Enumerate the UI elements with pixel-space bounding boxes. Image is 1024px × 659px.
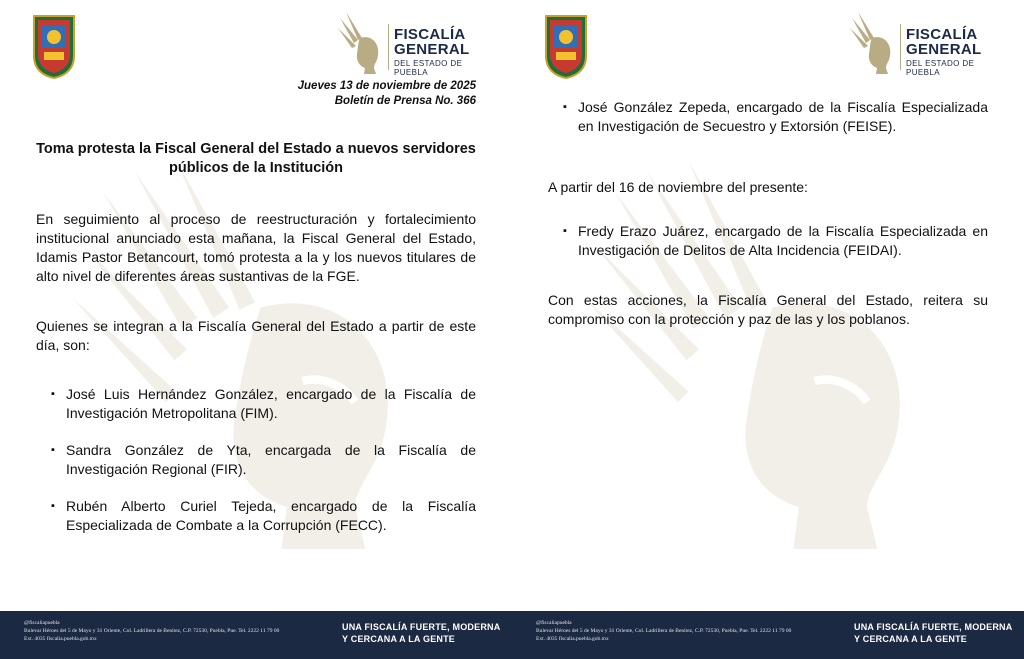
paragraph-intro: En seguimiento al proceso de reestructuración y fortalecimiento institucional anunciado esta mañana, la Fiscal General del Estado, Idamis Pastor Betancourt, tomó protesta a la y los nuevos titulares de alto nivel de diferentes áreas sustantivas de la FGE. [36,211,476,284]
page-right [512,0,1024,659]
bulletin-number: Boletín de Prensa No. 366 [334,95,476,107]
footer-address: Bulevar Héroes del 5 de Mayo y 31 Oriente, Col. Ladrillera de Benitez, C.P. 72530, Puebla, Pue. Tel. 2222 11 79 00 Ext. 4035 fiscalia.puebla.gob.mx [536,628,792,642]
release-date: Jueves 13 de noviembre de 2025 [297,80,476,92]
footer-social-handle: @fiscaliapuebla [536,620,572,626]
slogan-line-2: Y CERCANA A LA GENTE [342,634,456,644]
logo-text-estado: DEL ESTADO DE PUEBLA [906,59,975,77]
list-item: ▪ José Luis Hernández González, encargado de la Fiscalía de Investigación Metropolitana (FIM). [66,385,476,423]
footer-slogan [342,621,500,645]
press-title: Toma protesta la Fiscal General del Estado a nuevos servidores públicos de la Institución [36,141,476,176]
logo-text-estado: DEL ESTADO DE PUEBLA [394,59,463,77]
logo-divider [388,24,389,70]
list-item: ▪ Sandra González de Yta, encargada de la Fiscalía de Investigación Regional (FIR). [66,441,476,479]
logo-text-general: GENERAL [906,41,982,58]
footer-contact [536,619,796,643]
list-item: ▪ José González Zepeda, encargado de la Fiscalía Especializada en Investigación de Secuestro y Extorsión (FEISE). [578,98,988,136]
footer-contact [24,619,284,643]
list-item: ▪ Fredy Erazo Juárez, encargado de la Fiscalía Especializada en Investigación de Delitos de Alta Incidencia (FEIDAI). [578,222,988,260]
paragraph-closing: Con estas acciones, la Fiscalía General del Estado, reitera su compromiso con la protección y paz de las y los poblanos. [548,292,988,327]
paragraph-list-intro: Quienes se integran a la Fiscalía General del Estado a partir de este día, son: [36,318,476,353]
list-item: ▪ Rubén Alberto Curiel Tejeda, encargado de la Fiscalía Especializada de Combate a la Corrupción (FECC). [66,497,476,535]
fiscalia-eagle-icon [848,10,898,76]
slogan-line-1: UNA FISCALÍA FUERTE, MODERNA [854,622,1013,632]
footer-slogan [854,621,1012,645]
puebla-state-crest-icon [30,12,78,80]
footer-bar [0,611,512,659]
slogan-line-2: Y CERCANA A LA GENTE [854,634,968,644]
footer-address: Bulevar Héroes del 5 de Mayo y 31 Oriente, Col. Ladrillera de Benitez, C.P. 72530, Puebla, Pue. Tel. 2222 11 79 00 Ext. 4035 fiscalia.puebla.gob.mx [24,628,280,642]
footer-social-handle: @fiscaliapuebla [24,620,60,626]
logo-text-fiscalia: FISCALÍA [394,26,466,43]
slogan-line-1: UNA FISCALÍA FUERTE, MODERNA [342,622,501,632]
fiscalia-eagle-icon [336,10,386,76]
dateline [298,79,476,109]
eagle-warrior-watermark-icon [552,150,972,570]
paragraph-date-note: A partir del 16 de noviembre del presente: [548,179,808,195]
footer-bar [512,611,1024,659]
logo-text-fiscalia: FISCALÍA [906,26,978,43]
fiscalia-logo [848,10,1008,76]
logo-divider [900,24,901,70]
fiscalia-logo [336,10,496,76]
puebla-state-crest-icon [542,12,590,80]
logo-text-general: GENERAL [394,41,470,58]
